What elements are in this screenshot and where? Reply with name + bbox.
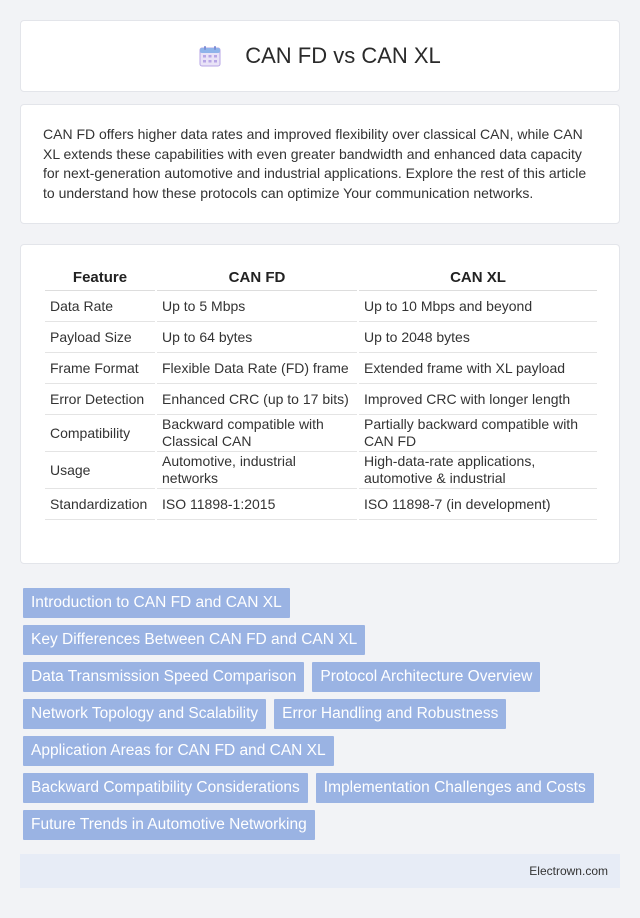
table-header-cell: CAN FD [157,265,357,291]
footer [20,854,620,888]
intro-card [20,104,620,224]
table-cell: Improved CRC with longer length [359,384,597,415]
table-cell: Usage [45,452,155,489]
tag-row [23,699,623,729]
tag-row [23,736,623,766]
intro-text: CAN FD offers higher data rates and improved flexibility over classical CAN, while CAN XL extends these capabilities with even greater bandwidth and enhanced data capacity for next-generation automotive and industrial applications. Explore the rest of this article to understand how these protocols can optimize Your communication networks. [43,126,587,201]
topic-tag-application-areas[interactable]: Application Areas for CAN FD and CAN XL [23,736,334,766]
table-cell: Standardization [45,489,155,520]
comparison-table-card [20,244,620,564]
table-row [45,415,597,452]
table-cell: Frame Format [45,353,155,384]
table-cell: Up to 10 Mbps and beyond [359,291,597,322]
topic-tag-introduction[interactable]: Introduction to CAN FD and CAN XL [23,588,290,618]
table-header-cell: Feature [45,265,155,291]
tag-row [23,588,623,618]
topic-tag-network-topology[interactable]: Network Topology and Scalability [23,699,266,729]
table-cell: Enhanced CRC (up to 17 bits) [157,384,357,415]
table-row [45,384,597,415]
table-cell: Partially backward compatible with CAN FD [359,415,597,452]
tag-row [23,625,623,655]
table-cell: High-data-rate applications, automotive & industrial [359,452,597,489]
table-row [45,291,597,322]
tag-row [23,773,623,803]
footer-site-name[interactable]: Electrown.com [529,864,608,878]
table-cell: Data Rate [45,291,155,322]
table-cell: Compatibility [45,415,155,452]
topic-tag-speed-comparison[interactable]: Data Transmission Speed Comparison [23,662,304,692]
table-cell: Extended frame with XL payload [359,353,597,384]
topic-tags [23,588,623,847]
topic-tag-key-differences[interactable]: Key Differences Between CAN FD and CAN XL [23,625,365,655]
table-cell: Error Detection [45,384,155,415]
page-title: CAN FD vs CAN XL [245,43,441,68]
table-cell: Backward compatible with Classical CAN [157,415,357,452]
tag-row [23,810,623,840]
table-row [45,489,597,520]
table-cell: Up to 5 Mbps [157,291,357,322]
table-row [45,322,597,353]
table-cell: Automotive, industrial networks [157,452,357,489]
topic-tag-backward-compatibility[interactable]: Backward Compatibility Considerations [23,773,308,803]
topic-tag-protocol-architecture[interactable]: Protocol Architecture Overview [312,662,540,692]
table-cell: Flexible Data Rate (FD) frame [157,353,357,384]
topic-tag-implementation-challenges[interactable]: Implementation Challenges and Costs [316,773,594,803]
table-cell: Up to 2048 bytes [359,322,597,353]
table-cell: ISO 11898-1:2015 [157,489,357,520]
table-row [45,452,597,489]
table-header-row [45,265,597,291]
tag-row [23,662,623,692]
topic-tag-error-handling[interactable]: Error Handling and Robustness [274,699,506,729]
calendar-icon [199,45,221,67]
comparison-table [43,265,599,520]
title-card [20,20,620,92]
table-cell: Up to 64 bytes [157,322,357,353]
table-cell: ISO 11898-7 (in development) [359,489,597,520]
table-row [45,353,597,384]
table-cell: Payload Size [45,322,155,353]
topic-tag-future-trends[interactable]: Future Trends in Automotive Networking [23,810,315,840]
table-header-cell: CAN XL [359,265,597,291]
